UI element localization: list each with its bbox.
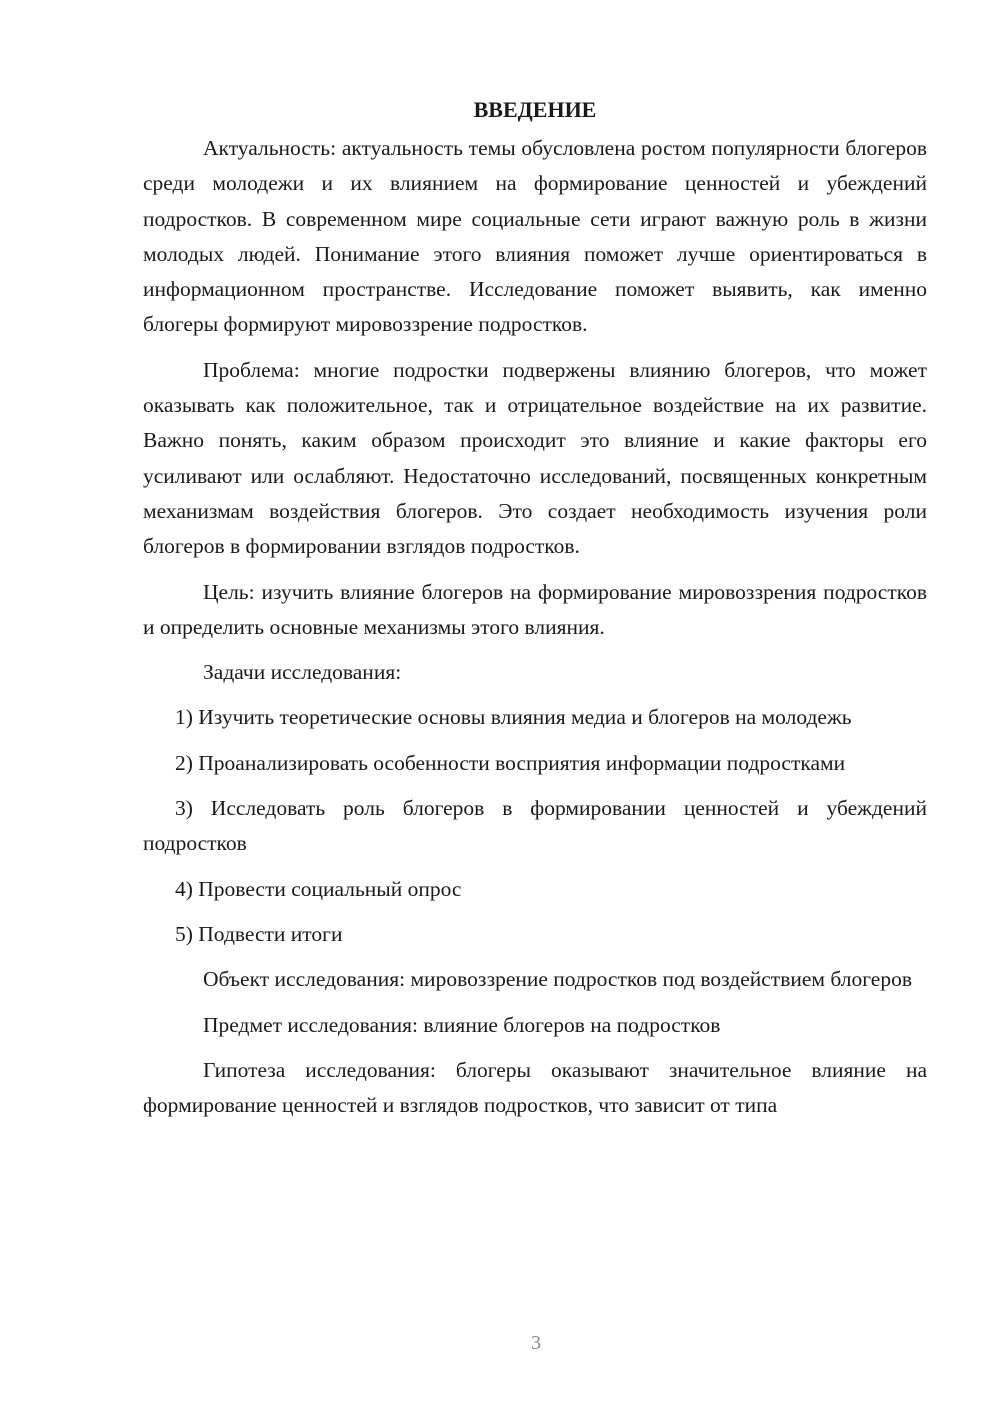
task-item: 5) Подвести итоги	[175, 921, 343, 946]
section-title: ВВЕДЕНИЕ	[473, 97, 597, 122]
goal-paragraph: Цель: изучить влияние блогеров на формирование мировоззрения подростков и определить основные механизмы этого влияния.	[143, 579, 927, 639]
problem-paragraph: Проблема: многие подростки подвержены влиянию блогеров, что может оказывать как положительное, так и отрицательное воздействие на их развитие. Важно понять, каким образом происходит это влияние и какие факторы его усиливают или ослабляют. Недостаточно исследований, посвященных конкретным механизмам воздействия блогеров. Это создает необходимость изучения роли блогеров в формировании взглядов подростков.	[143, 357, 927, 559]
document-page	[143, 92, 927, 1133]
task-item: 4) Провести социальный опрос	[175, 876, 462, 901]
tasks-heading: Задачи исследования:	[203, 660, 402, 685]
task-item: 3) Исследовать роль блогеров в формировании ценностей и убеждений подростков	[143, 796, 927, 856]
task-item: 1) Изучить теоретические основы влияния медиа и блогеров на молодежь	[175, 705, 852, 730]
relevance-paragraph: Актуальность: актуальность темы обусловлена ростом популярности блогеров среди молодежи и их влиянием на формирование ценностей и убеждений подростков. В современном мире социальные сети играют важную роль в жизни молодых людей. Понимание этого влияния поможет лучше ориентироваться в информационном пространстве. Исследование поможет выявить, как именно блогеры формируют мировоззрение подростков.	[143, 136, 927, 337]
object-paragraph: Объект исследования: мировоззрение подростков под воздействием блогеров	[203, 967, 912, 992]
hypothesis-paragraph: Гипотеза исследования: блогеры оказывают значительное влияние на формирование ценностей и взглядов подростков, что зависит от типа	[143, 1057, 927, 1118]
page-number: 3	[531, 1332, 541, 1354]
subject-paragraph: Предмет исследования: влияние блогеров на подростков	[203, 1012, 721, 1037]
task-item: 2) Проанализировать особенности восприятия информации подростками	[175, 750, 846, 775]
